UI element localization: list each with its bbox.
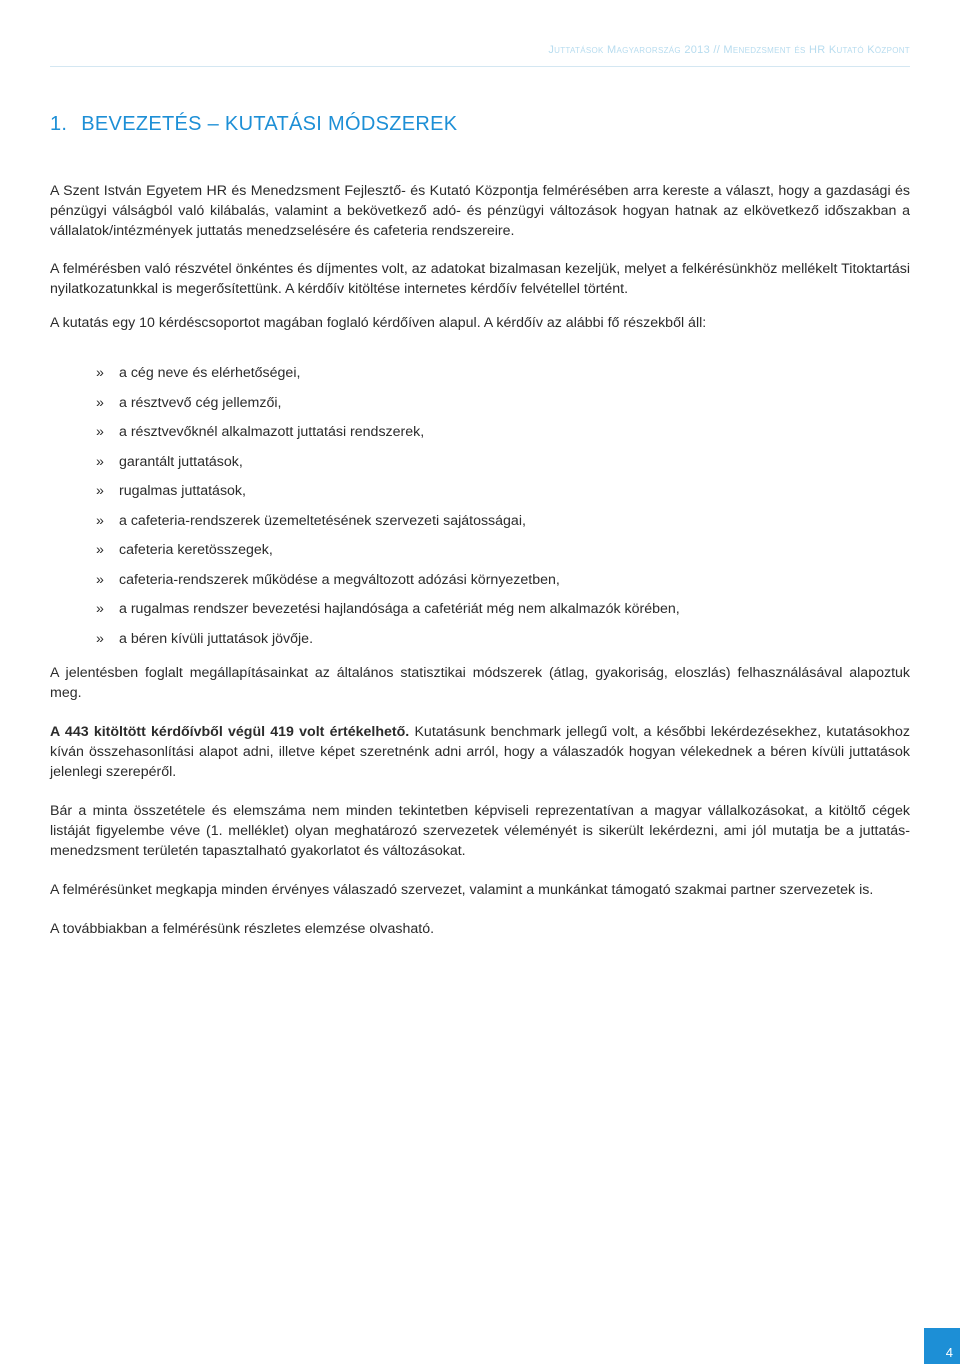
- page-number-tab: [924, 1328, 960, 1364]
- header-divider: [50, 66, 910, 67]
- paragraph-participation: A felmérésben való részvétel önkéntes és díjmentes volt, az adatokat bizalmasan kezeljük, melyet a felkérésünkhöz mellékelt Titoktartási nyilatkozatunkkal is megerősítettünk. A kérdőív kitöltése internetes kérdőív felvétellel történt.: [50, 261, 910, 297]
- list-item-text: a rugalmas rendszer bevezetési hajlandósága a cafetériát még nem alkalmazók körében,: [119, 601, 680, 617]
- list-item: [50, 452, 910, 472]
- list-item: [50, 629, 910, 649]
- list-item: [50, 422, 910, 442]
- paragraph-questionnaire: A kutatás egy 10 kérdéscsoportot magában foglaló kérdőíven alapul. A kérdőív az alábbi fő részekből áll:: [50, 315, 707, 331]
- bullet-icon: »: [96, 424, 104, 440]
- list-item-text: cafeteria-rendszerek működése a megváltozott adózási környezetben,: [119, 571, 560, 588]
- paragraph-closing: A továbbiakban a felmérésünk részletes elemzése olvasható.: [50, 920, 435, 937]
- sample-highlight: A 443 kitöltött kérdőívből végül 419 volt értékelhető.: [50, 723, 410, 740]
- list-item: [50, 540, 910, 560]
- bullet-icon: »: [96, 542, 104, 558]
- bullet-icon: »: [96, 601, 104, 617]
- list-item-text: a résztvevő cég jellemzői,: [119, 394, 282, 411]
- list-item-text: cafeteria keretösszegek,: [119, 542, 273, 558]
- list-item: [50, 599, 910, 619]
- paragraph-representativeness: Bár a minta összetétele és elemszáma nem minden tekintetben képviseli reprezentatívan a magyar vállalkozásokat, a kitöltő cégek listáját figyelembe véve (1. melléklet) olyan meghatározó szervezetek véleményét is sikerült lekérdezni, ami jól mutatja be a juttatás-menedzsment területén tapasztalható gyakorlatot és változásokat.: [50, 802, 910, 859]
- list-item: [50, 570, 910, 590]
- paragraph-intro: A Szent István Egyetem HR és Menedzsment Fejlesztő- és Kutató Központja felmérésében arra kereste a választ, hogy a gazdasági és pénzügyi válságból való kilábalás, valamint a bekövetkező adó- és pénzügyi változások hogyan hatnak az elkövetkező időszakban a vállalatok/intézmények juttatás menedzselésére és cafeteria rendszereire.: [50, 183, 910, 239]
- section-title-text: BEVEZETÉS – KUTATÁSI MÓDSZEREK: [81, 113, 458, 135]
- bullet-icon: »: [96, 394, 104, 411]
- bullet-icon: »: [96, 571, 104, 588]
- sample-text: Kutatásunk benchmark jellegű volt, a későbbi lekérdezésekhez, kutatásokhoz kíván összehasonlítási alapot adni, illetve képet szeretnénk adni arról, hogy a válaszadók hogyan vélekednek a béren kívüli juttatások jelenlegi szerepéről.: [50, 723, 910, 780]
- bullet-icon: »: [96, 483, 104, 499]
- bullet-icon: »: [96, 453, 104, 470]
- list-item: [50, 363, 910, 383]
- running-header: Juttatások Magyarország 2013 // Menedzsment és HR Kutató Központ: [548, 44, 910, 56]
- section-title: [50, 113, 457, 136]
- section-number: 1.: [50, 113, 68, 135]
- list-item-text: a béren kívüli juttatások jövője.: [119, 630, 314, 647]
- list-item-text: a cég neve és elérhetőségei,: [119, 365, 301, 381]
- paragraph-distribution: A felmérésünket megkapja minden érvényes válaszadó szervezet, valamint a munkánkat támogató szakmai partner szervezetek is.: [50, 881, 874, 898]
- list-item-text: garantált juttatások,: [119, 453, 243, 470]
- bullet-icon: »: [96, 365, 104, 381]
- list-item: [50, 393, 910, 413]
- bullet-icon: »: [96, 512, 104, 529]
- list-item-text: a cafeteria-rendszerek üzemeltetésének szervezeti sajátosságai,: [119, 512, 526, 529]
- body-content: [50, 181, 910, 939]
- page-number: 4: [945, 1345, 953, 1360]
- bullet-icon: »: [96, 630, 104, 647]
- list-item: [50, 481, 910, 501]
- list-item: [50, 511, 910, 531]
- paragraph-methods: A jelentésben foglalt megállapításainkat az általános statisztikai módszerek (átlag, gyakoriság, eloszlás) felhasználásával alapoztuk meg.: [50, 664, 910, 701]
- paragraph-sample: [50, 722, 910, 782]
- list-item-text: a résztvevőknél alkalmazott juttatási rendszerek,: [119, 424, 425, 440]
- list-item-text: rugalmas juttatások,: [119, 483, 246, 499]
- questionnaire-parts-list: [50, 363, 910, 649]
